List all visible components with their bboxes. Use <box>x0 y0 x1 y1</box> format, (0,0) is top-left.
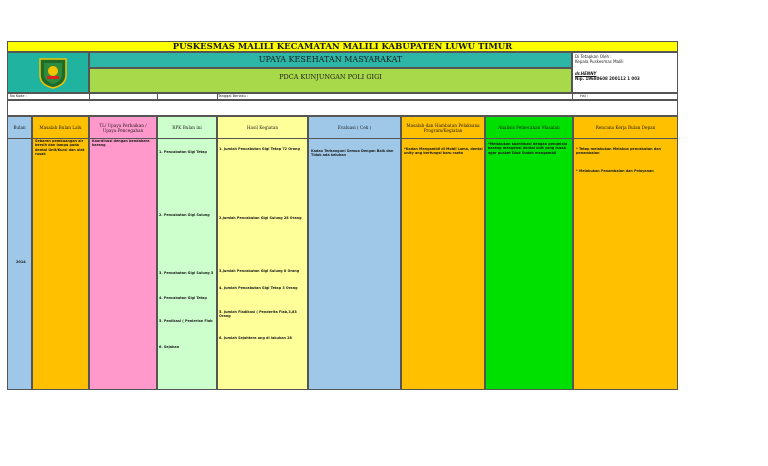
hasil-item: 6. Jumlah Sejahtera ang di lakukan 28 <box>219 336 292 340</box>
year-cell: 2014 <box>16 260 26 264</box>
hambatan-cell: *Kadan Mengambil di Mobil Lama, dental unity ang berfungsi baru ranto <box>404 147 483 156</box>
column-evaluasi <box>308 116 401 390</box>
column-hasil <box>217 116 308 390</box>
blank-row <box>7 100 678 116</box>
hasil-item: 5. Jumlah Fladikasi ( Penderita Flab,3,83 Orang <box>219 310 297 319</box>
column-header-evaluasi: Evaluasi ( Cek ) <box>309 117 400 139</box>
column-tl <box>89 116 157 390</box>
rpk-item: 4. Pencabutan Gigi Tetap <box>159 296 207 300</box>
column-header-hambatan: Masalah dan Hambatan Pelaksana Program/Kegiatan <box>402 117 484 139</box>
approval-line-1: Di Tetapkan Oleh : <box>575 54 612 59</box>
approval-block <box>572 52 678 93</box>
approver-name: dr.HENNY <box>575 70 597 76</box>
column-analisis <box>485 116 573 390</box>
column-rencana <box>573 116 678 390</box>
document-info-row <box>7 93 678 100</box>
rencana-item: * Melakukan Penambalan dan Pelayanan <box>576 169 654 173</box>
column-header-hasil: Hasil Kegiatan <box>218 117 307 139</box>
document-title: PUSKESMAS MALILI KECAMATAN MALILI KABUPATEN LUWU TIMUR <box>7 41 678 52</box>
pdca-banner: PDCA KUNJUNGAN POLI GIGI <box>89 68 572 93</box>
approver-nip: Nip. 19680608 200112 1 003 <box>575 75 640 81</box>
rpk-item: 2. Pencabutan Gigi Sulung <box>159 213 210 217</box>
approval-line-2: Kepala Puskesmas Malili <box>575 59 624 65</box>
column-header-rencana: Rencana Kerja Bulan Depan <box>574 117 677 139</box>
rpk-item: 5. Penlikasi ( Penlerian Flab <box>159 319 213 323</box>
tanggal-label: Tanggal Berlaku : <box>218 94 249 98</box>
hasil-item: 2.Jumlah Pencabutan Gigi Sulung 28 Orang <box>219 216 302 220</box>
hasil-item: 1. Jumlah Pencabutan Gigi Tetap 72 Orang <box>219 147 300 151</box>
column-header-analisis: Analisis Pemecahan Masalah <box>486 117 572 139</box>
logo-cell <box>7 52 89 93</box>
rpk-item: 6. Sejahan <box>159 345 180 349</box>
no-kode-label: No Kode : <box>10 94 27 98</box>
evaluasi-cell: Kadan Terbangunl Semua Dengan Baik dan Tidak ada keluhan <box>311 149 394 158</box>
regency-emblem-icon <box>38 57 68 89</box>
rencana-item: * Tetap melakukan Melakua pencabutan dan penambalan <box>576 147 661 156</box>
hasil-item: 3.Jumlah Pencabutan Gigi Sulung 8 Orang <box>219 269 300 273</box>
rpk-item: 3. Pencabutan Gigi Sulung 5 <box>159 271 214 275</box>
column-bulan <box>7 116 32 390</box>
column-header-masalah: Masalah Bulan Lalu <box>33 117 88 139</box>
column-masalah <box>32 116 89 390</box>
column-hambatan <box>401 116 485 390</box>
column-header-bulan: Bulan <box>8 117 31 139</box>
column-header-rpk: RPK Bulan ini <box>158 117 216 139</box>
hal-label: Hal : <box>580 94 589 98</box>
analisis-cell: *Melakukan koordinasi dengan pengelola barang mengenai dental unit yang rusak agar pusket Diuk Sudah mengambil <box>488 142 568 155</box>
tl-cell: Koordinasi dengan bendahara barang <box>92 139 150 148</box>
hasil-item: 4. Jumlah Pencabutan Gigi Tetap 3 Orang <box>219 286 298 290</box>
column-rpk <box>157 116 217 390</box>
masalah-cell: Sebaran pembuangan air bersih dan lampu pada dental Unit/Kursi dan alat rusak <box>35 139 85 157</box>
upaya-banner: UPAYA KESEHATAN MASYARAKAT <box>89 52 572 68</box>
rpk-item: 1. Pencabutan Gigi Tetap <box>159 150 207 154</box>
column-header-tl: TL/ Upaya Perbaikan / Upaya Pencegahan <box>90 117 156 139</box>
